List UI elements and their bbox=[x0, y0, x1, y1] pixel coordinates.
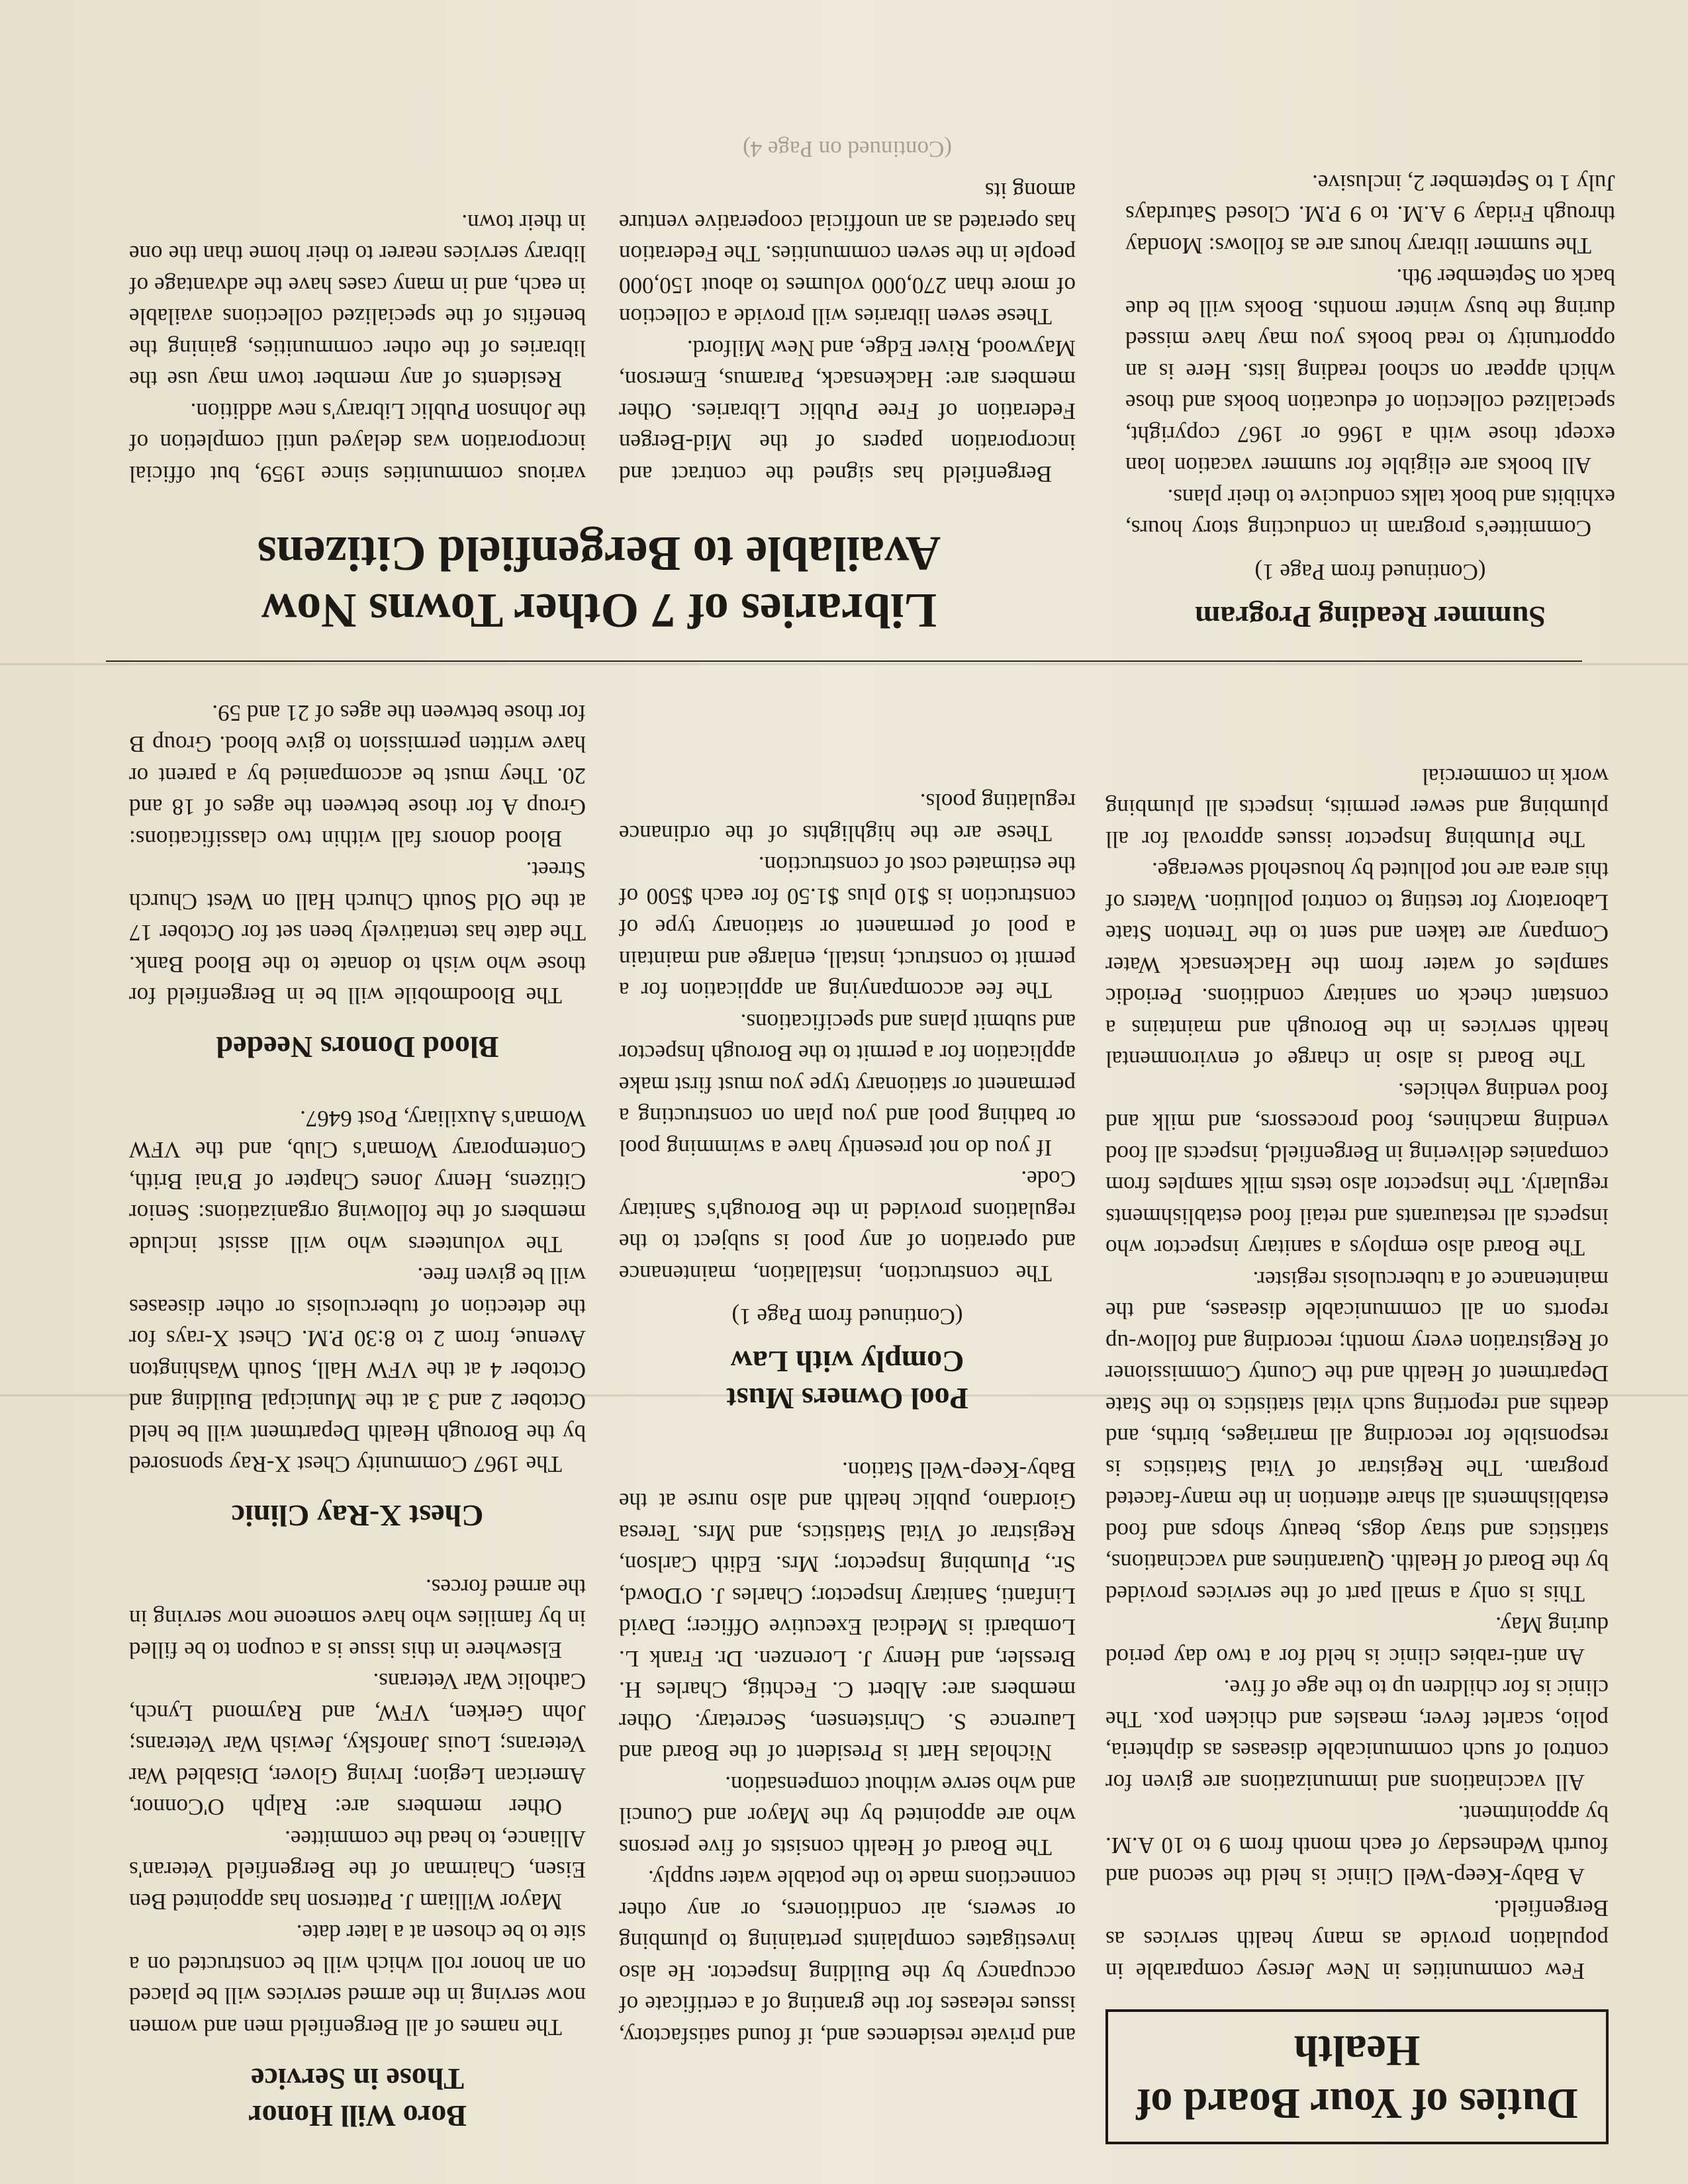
continued-note: (Continued from Page 1) bbox=[731, 1304, 963, 1330]
article-paragraph: Committee's program in conducting story hours, exhibits and book talks conducive to their plans. bbox=[1125, 484, 1615, 542]
libraries-headline-line-2: Available to Bergenfield Citizens bbox=[257, 526, 941, 580]
pool-owners-headline: Pool Owners Must bbox=[726, 1382, 968, 1416]
article-paragraph: All vaccinations and immunizations are given for control of such communicable diseases as diphteria, polio, scarlet fever, measles and chicken pox. The clinic is for children up to the age of five. bbox=[1105, 1675, 1609, 1796]
article-paragraph: This is only a small part of the services provided by the Board of Health. Quarantines and vaccinations, statistics and stray dogs, beauty shops and food establishments all share attention in the many-faceted program. The Registrar of Vital Statistics is responsible for recording all marriages, births, and deaths and reporting such vital statistics to the State Department of Health and the County Commissioner of Registration every month; recording and follow-up reports on all communicable diseases, and the maintenance of a tuberculosis register. bbox=[1105, 1267, 1609, 1607]
libraries-headline-block bbox=[122, 525, 1076, 639]
article-paragraph: Few communities in New Jersey comparable in population provide as many health services as Bergenfield. bbox=[1105, 1895, 1609, 1984]
board-of-health-headline: Duties of Your Board of Health bbox=[1105, 2009, 1609, 2144]
section-divider bbox=[106, 660, 1582, 662]
article-paragraph: Nicholas Hart is President of the Board and Laurence S. Christensen, Secretary. Other members are: Albert C. Fechtig, Charles H. Bressler, and Henry J. Lorenzen. Dr. Frank L. Lombardi is Medical Executive Officer; David Linfanti, Sanitary Inspector; Charles J. O'Dowd, Sr., Plumbing Inspector; Mrs. Edith Carlson, Registrar of Vital Statistics, and Mrs. Teresa Giordano, public health and also nurse at the Baby-Keep-Well Station. bbox=[619, 1457, 1076, 1766]
article-paragraph: A Baby-Keep-Well Clinic is held the second and fourth Wednesday of each month from 9 to 10 A.M. by appointment. bbox=[1105, 1801, 1609, 1890]
article-paragraph: The volunteers who will assist include members of the following organizations: Senior Citizens, Henry Jones Chapter of B'nai Brith, Contemporary Woman's Club, and the VFW Woman's Auxiliary, Post 6467. bbox=[129, 1106, 586, 1257]
libraries-headline: Libraries of 7 Other Towns Now bbox=[261, 583, 937, 637]
blood-donors-headline: Blood Donors Needed bbox=[216, 1030, 499, 1065]
continued-note: (Continued on Page 4) bbox=[743, 136, 952, 162]
article-paragraph: The Plumbing Inspector issues approval for all plumbing and sewer permits, inspects all plumbing work in commercial bbox=[1105, 764, 1609, 852]
article-paragraph: Mayor William J. Patterson has appointed Ben Eisen, Chairman of the Bergenfield Veteran's Alliance, to head the committee. bbox=[129, 1826, 586, 1915]
board-and-pool-column bbox=[619, 786, 1076, 2052]
summer-reading-headline: Summer Reading Program bbox=[1195, 600, 1546, 634]
libraries-column-1 bbox=[619, 122, 1076, 490]
continued-note: (Continued from Page 1) bbox=[1254, 559, 1486, 585]
boro-honor-headline: Boro Will Honor bbox=[248, 2099, 467, 2133]
article-paragraph: The Board is also in charge of environmental health services in the Borough and maintains a constant check on sanitary conditions. Periodic samples of water from the Hackensack Water Company are taken and sent to the Trenton State Laboratory for testing to control pollution. Waters of this area are not polluted by household sewerage. bbox=[1105, 858, 1609, 1073]
boro-honor-headline-line-2: Those in Service bbox=[251, 2062, 464, 2096]
article-paragraph: various communities since 1959, but official incorporation was delayed until completion of the Johnson Public Library's new addition. bbox=[129, 398, 586, 487]
chest-xray-headline: Chest X-Ray Clinic bbox=[231, 1499, 484, 1533]
article-paragraph: Blood donors fall within two classifications: Group A for those between the ages of 18 and 20. They must be accompanied by a parent or have written permission to give blood. Group B for those between the ages of 21 and 59. bbox=[129, 700, 586, 852]
paper-fold-line bbox=[0, 663, 1688, 665]
board-of-health-column-1 bbox=[1105, 761, 1609, 2145]
article-paragraph: An anti-rabies clinic is held for a two day period during May. bbox=[1105, 1612, 1609, 1670]
article-paragraph: The names of all Bergenfield men and women now serving in the armed services will be placed on an honor roll which will be constructed on a site to be chosen at a later date. bbox=[129, 1920, 586, 2040]
pool-owners-headline-line-2: Comply with Law bbox=[730, 1345, 964, 1379]
article-paragraph: Other members are: Ralph O'Connor, American Legion; Irving Glover, Disabled War Veterans; Louis Janofsky, Jewish War Veterans; John Gerken, VFW, and Raymond Lynch, Catholic War Veterans. bbox=[129, 1668, 586, 1821]
article-paragraph: Residents of any member town may use the libraries of the other communities, gaining the benefits of the specialized collections available in each, and in many cases have the advantage of library services nearer to their home than the one in their town. bbox=[129, 210, 586, 393]
article-paragraph: The Board also employs a sanitary inspector who inspects all restaurants and retail food establishments regularly. The inspector also tests milk samples from companies delivering in Bergenfield, inspects all food vending machines, food processors, and milk and food vending vehicles. bbox=[1105, 1078, 1609, 1261]
article-paragraph: The Board of Health consists of five persons who are appointed by the Mayor and Council and who serve without compensation. bbox=[619, 1772, 1076, 1860]
article-paragraph: These seven libraries will provide a collection of more than 270,000 volumes to about 150,000 people in the seven communities. The Federation has operated as an unofficial cooperative venture among its bbox=[619, 178, 1076, 330]
article-paragraph: The Bloodmobile will be in Bergenfield for those who wish to donate to the Blood Bank. The date has tentatively been set for October 17 at the Old South Church Hall on West Church Street. bbox=[129, 857, 586, 1009]
honor-xray-blood-column bbox=[129, 698, 586, 2135]
article-paragraph: The construction, installation, maintenance and operation of any pool is subject to the regulations provided in the Borough's Sanitary Code. bbox=[619, 1166, 1076, 1287]
article-paragraph: These are the highlights of the ordinance regulating pools. bbox=[619, 789, 1076, 846]
article-paragraph: The fee accompanying an application for a permit to construct, install, enlarge and maintain a pool of permanent or stationary type of construction is $10 plus $1.50 for each $500 of the estimated cost of construction. bbox=[619, 852, 1076, 1004]
article-paragraph: If you do not presently have a swimming pool or bathing pool and you plan on constructing a permanent or stationary type you must first make application for a permit to the Borough Inspector and submit plans and specifications. bbox=[619, 1009, 1076, 1161]
article-paragraph: Elsewhere in this issue is a coupon to be filled in by families who have someone now serving in the armed forces. bbox=[129, 1574, 586, 1663]
article-paragraph: The 1967 Community Chest X-Ray sponsored by the Borough Health Department will be held October 2 and 3 at the Municipal Building and October 4 at the VFW Hall, South Washington Avenue, from 2 to 8:30 P.M. Chest X-rays for the detection of tuberculosis or other diseases will be given free. bbox=[129, 1263, 586, 1478]
summer-reading-column bbox=[1125, 167, 1615, 636]
article-paragraph: Bergenfield has signed the contract and incorporation papers of the Mid-Bergen Federation of Free Public Libraries. Other members are: Hackensack, Paramus, Emerson, Maywood, River Edge, and New Milford. bbox=[619, 336, 1076, 487]
article-paragraph: All books are eligible for summer vacation loan except those with a 1966 or 1967 copyright, specialized collection of education books and those which appear on school reading lists. Here is an opportunity to read books you may have missed during the busy winter months. Books will be due back on September 9th. bbox=[1125, 264, 1615, 479]
article-paragraph: The summer library hours are as follows: Monday through Friday 9 A.M. to 9 P.M. Closed Saturdays July 1 to September 2, inclusive. bbox=[1125, 170, 1615, 259]
article-paragraph: and private residences and, if found satisfactory, issues releases for the granting of a certificate of occupancy by the Building Inspector. He also investigates complaints pertaining to plumbing or sewers, air conditioners, or any other connections made to the potable water supply. bbox=[619, 1866, 1076, 2049]
libraries-column-2 bbox=[129, 207, 586, 490]
